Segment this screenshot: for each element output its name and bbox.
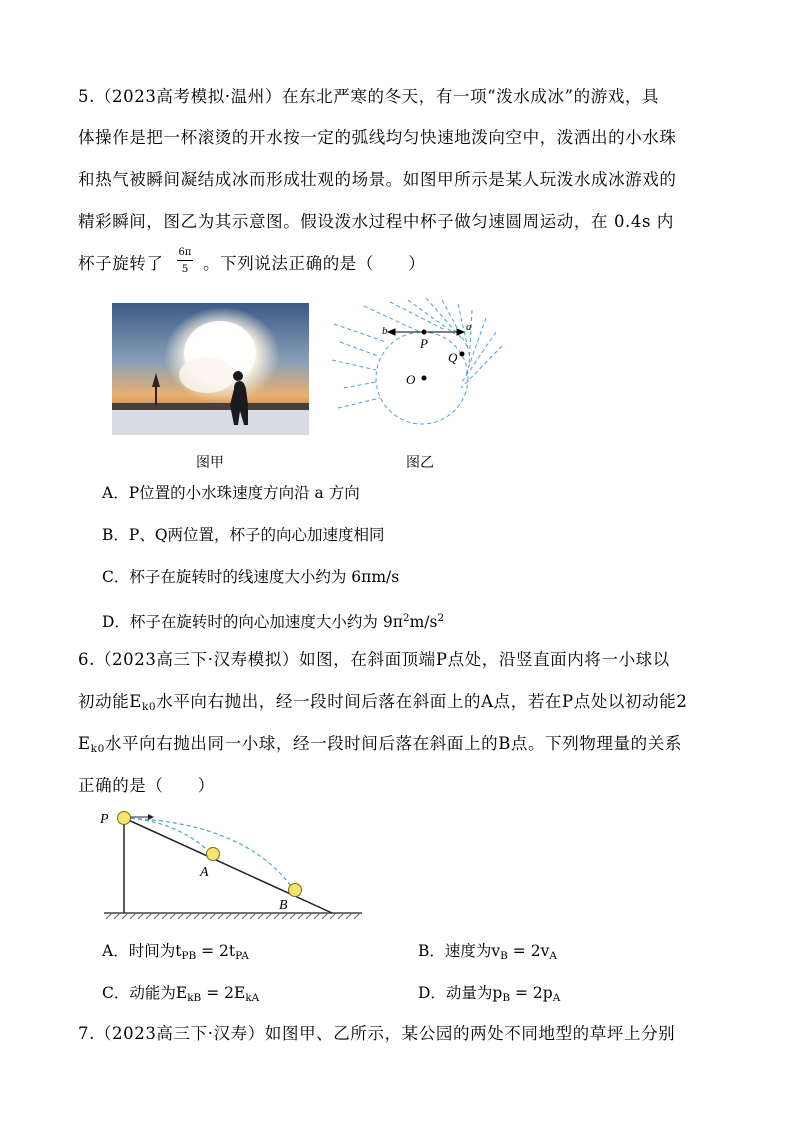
q5-fraction-bar [177,260,193,261]
q5-line-5-pre: 杯子旋转了 [78,254,164,273]
q6-option-c[interactable]: C．动能为$E_{kB} = 2E_{kA}$ [102,984,260,1004]
label-A-incline: A [200,865,209,880]
figure-jia-caption: 图甲 [196,455,224,471]
label-a: a [466,321,472,333]
q6-line-3: $E_{k0}$水平向右抛出同一小球，经一段时间后落在斜面上的B点。下列物理量的关系 [78,734,682,755]
q5-line-4: 精彩瞬间，图乙为其示意图。假设泼水过程中杯子做匀速圆周运动，在 0.4s 内 [78,212,674,231]
label-O: O [406,372,416,387]
label-P-incline: P [100,812,109,827]
q5-fraction-denominator: 5 [181,264,189,275]
q6-line-2: 初动能$E_{k0}$水平向右抛出，经一段时间后落在斜面上的A点，若在P点处以初动能2 [78,692,688,713]
q5-option-a[interactable]: A．P位置的小水珠速度方向沿 a 方向 [102,484,360,502]
label-Q: Q [448,350,458,365]
circular-motion-diagram [330,298,510,448]
q6-option-b[interactable]: B．速度为$v_B = 2v_A$ [418,942,557,962]
label-B-incline: B [279,898,288,913]
q6-line-1: 6.（2023高三下·汉寿模拟）如图，在斜面顶端P点处，沿竖直面内将一小球以 [78,650,670,669]
q6-option-a[interactable]: A．时间为$t_{PB} = 2t_{PA}$ [102,942,249,962]
q5-fraction-numerator: 6π [178,247,192,258]
label-b: b [382,325,388,337]
q5-option-b[interactable]: B．P、Q两位置，杯子的向心加速度相同 [102,526,385,544]
q5-option-d[interactable]: D．杯子在旋转时的向心加速度大小约为 $9\pi^2m/s^2$ [102,612,445,631]
q5-line-1: 5.（2023高考模拟·温州）在东北严寒的冬天，有一项“泼水成冰”的游戏，具 [78,87,660,106]
splash-photo [112,303,309,435]
q6-line-4: 正确的是（ ） [78,776,215,795]
label-P: P [420,336,428,351]
q5-line-2: 体操作是把一杯滚烫的开水按一定的弧线均匀快速地泼向空中，泼洒出的小水珠 [78,128,677,147]
q5-line-5-post: 。下列说法正确的是（ ） [203,254,426,273]
q6-option-d[interactable]: D．动量为$p_B = 2p_A$ [418,984,561,1004]
q5-line-3: 和热气被瞬间凝结成冰而形成壮观的场景。如图甲所示是某人玩泼水成冰游戏的 [78,170,677,189]
figure-yi-caption: 图乙 [406,455,434,471]
q5-option-c[interactable]: C．杯子在旋转时的线速度大小约为 6πm/s [102,568,400,586]
q7-line-1: 7.（2023高三下·汉寿）如图甲、乙所示，某公园的两处不同地型的草坪上分别 [78,1024,676,1043]
incline-projectile-diagram [96,806,366,926]
